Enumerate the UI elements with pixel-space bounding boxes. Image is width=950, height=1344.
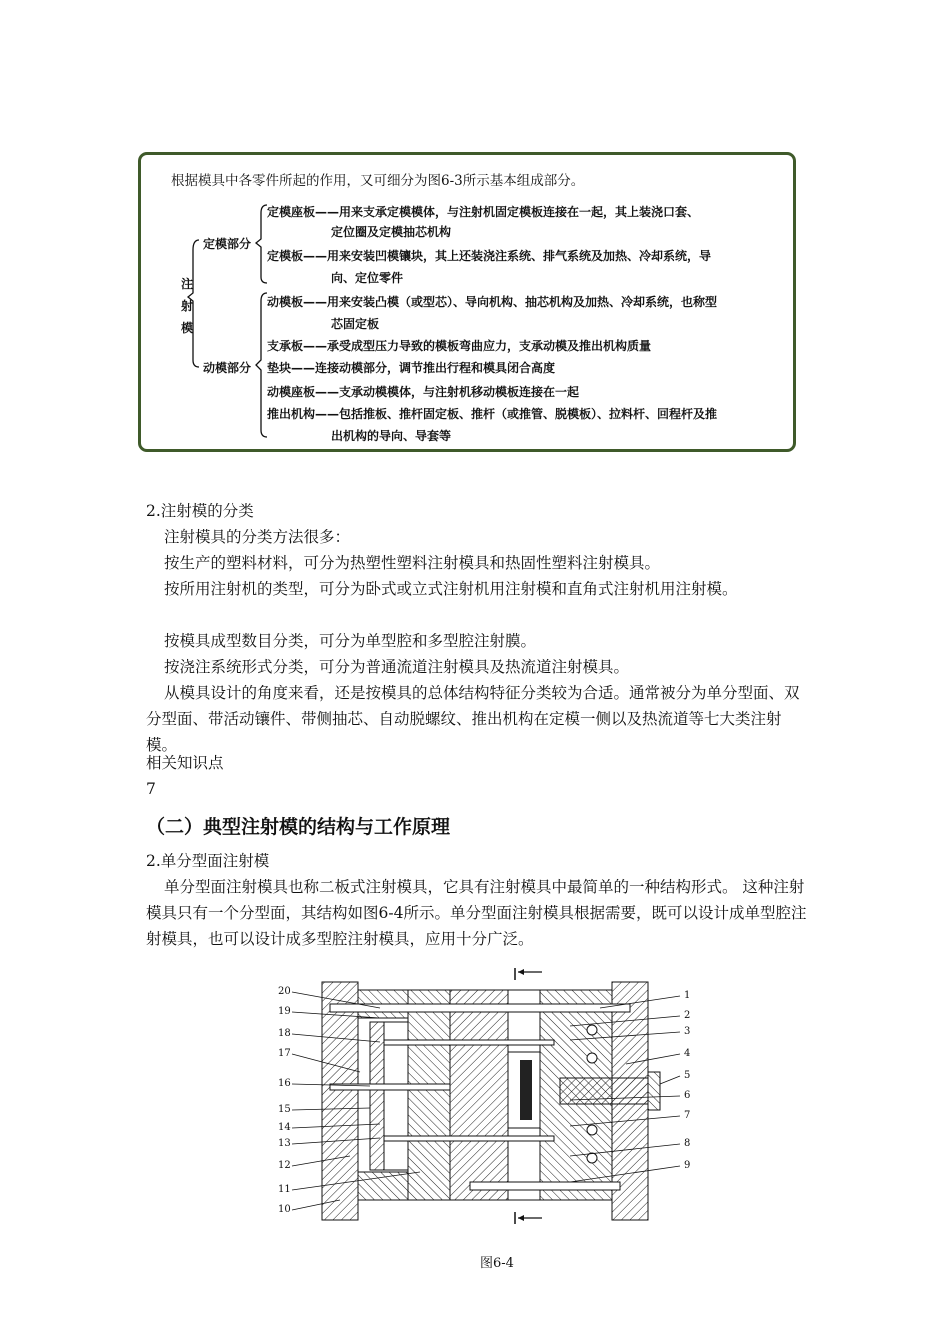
fig-label-left: 16 — [278, 1078, 291, 1089]
fig-label-left: 20 — [278, 986, 291, 997]
tree-row: 定位圈及定模抽芯机构 — [331, 225, 452, 239]
paragraph: 从模具设计的角度来看，还是按模具的总体结构特征分类较为合适。通常被分为单分型面、双分型面、带活动镶件、带侧抽芯、自动脱螺纹、推出机构在定模一侧以及热流道等七大类注射模。 — [146, 684, 800, 754]
fig-label-left: 15 — [278, 1104, 291, 1115]
fig-label-right: 5 — [684, 1070, 691, 1081]
tree-row: 芯固定板 — [331, 317, 380, 331]
tree-row: 定模座板——用来支承定模模体，与注射机固定模板连接在一起，其上装浇口套、 — [267, 205, 700, 219]
page-number: 7 — [146, 780, 156, 798]
root-char-3: 模 — [181, 321, 194, 335]
fig-label-right: 3 — [684, 1026, 691, 1037]
component-box — [138, 152, 796, 452]
fig-label-left: 14 — [278, 1122, 291, 1133]
tree-row: 垫块——连接动模部分，调节推出行程和模具闭合高度 — [267, 361, 556, 375]
related-knowledge: 相关知识点 — [146, 754, 224, 772]
fig-label-right: 1 — [684, 990, 691, 1001]
tree-row: 定模板——用来安装凹模镶块，其上还装浇注系统、排气系统及加热、冷却系统，导 — [267, 249, 712, 263]
tree-row: 支承板——承受成型压力导致的模板弯曲应力，支承动模及推出机构质量 — [267, 339, 652, 353]
fig-label-left: 17 — [278, 1048, 291, 1059]
paragraph: 按生产的塑料材料，可分为热塑性塑料注射模具和热固性塑料注射模具。 — [164, 554, 661, 572]
section-title: 2.单分型面注射模 — [146, 852, 270, 870]
box-intro: 根据模具中各零件所起的作用，又可细分为图6-3所示基本组成部分。 — [171, 173, 585, 189]
fixed-part-label: 定模部分 — [203, 237, 252, 251]
fig-label-right: 9 — [684, 1160, 691, 1171]
tree-row: 推出机构——包括推板、推杆固定板、推杆（或推管、脱模板）、拉料杆、回程杆及推 — [267, 407, 718, 421]
tree-row: 向、定位零件 — [331, 271, 404, 285]
root-char-2: 射 — [181, 299, 194, 313]
fig-label-left: 10 — [278, 1204, 291, 1215]
tree-row: 动模板——用来安装凸模（或型芯）、导向机构、抽芯机构及加热、冷却系统，也称型 — [267, 295, 718, 309]
fig-label-right: 7 — [684, 1110, 691, 1121]
tree-row: 出机构的导向、导套等 — [331, 429, 452, 443]
section-title: 2.注射模的分类 — [146, 502, 254, 520]
section-heading: （二）典型注射模的结构与工作原理 — [146, 816, 451, 838]
fig-label-right: 6 — [684, 1090, 691, 1101]
tree-row: 动模座板——支承动模模体，与注射机移动模板连接在一起 — [267, 385, 580, 399]
fig-label-left: 11 — [278, 1184, 291, 1195]
fig-label-right: 2 — [684, 1010, 691, 1021]
fig-label-left: 13 — [278, 1138, 291, 1149]
mold-diagram — [270, 960, 700, 1230]
root-char-1: 注 — [181, 277, 194, 291]
fig-label-left: 18 — [278, 1028, 291, 1039]
paragraph: 单分型面注射模具也称二板式注射模具，它具有注射模具中最简单的一种结构形式。 这种注射模具只有一个分型面，其结构如图6-4所示。单分型面注射模具根据需要，既可以设计成单型腔注射模具，也可以设计成多型腔注射模具，应用十分广泛。 — [146, 878, 807, 948]
fig-label-left: 19 — [278, 1006, 291, 1017]
paragraph: 按浇注系统形式分类，可分为普通流道注射模具及热流道注射模具。 — [164, 658, 630, 676]
figure-caption: 图6-4 — [480, 1256, 514, 1271]
paragraph: 按模具成型数目分类，可分为单型腔和多型腔注射膜。 — [164, 632, 537, 650]
fig-label-left: 12 — [278, 1160, 291, 1171]
paragraph: 按所用注射机的类型，可分为卧式或立式注射机用注射模和直角式注射机用注射模。 — [164, 580, 738, 598]
paragraph: 注射模具的分类方法很多： — [164, 528, 351, 546]
fig-label-right: 4 — [684, 1048, 691, 1059]
fig-label-right: 8 — [684, 1138, 691, 1149]
moving-part-label: 动模部分 — [203, 361, 252, 375]
